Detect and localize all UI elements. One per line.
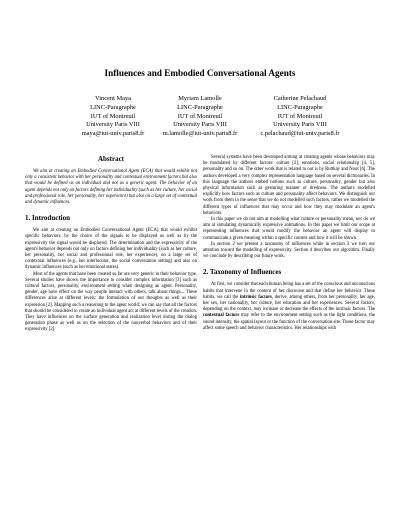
author-name: Vincent Maya (95, 95, 131, 102)
taxonomy-text: , derive, among others, from her personality, her age, her sex, her nationality, her culture, her education and her experiences. Several factors, depending on the context, may increase or decrease the effects of the intrinsic factors. The (203, 294, 376, 313)
intrinsic-factors-term: intrinsic factors (239, 294, 272, 300)
contextual-factors-term: contextual factors (203, 313, 240, 319)
left-column (25, 155, 197, 334)
intro-paragraph-1: We aim at creating an Embodied Conversational Agent (ECA) that would exhibit specific behaviors, by the choice of the signals to be displayed as well as by the expressivity the signal would be displayed. The determination and the expressivity of the agent's behavior depends not only on factors defining her individuality (such as her culture, her personality, her social and professional role, her experience), on a large set of contextual influences (e.g., her interlocutor, the social conversation setting) and also on dynamic influences (such as her emotional states). (25, 228, 197, 271)
author-lab: LINC-Paragraphe (90, 103, 136, 111)
author-lab: LINC-Paragraphe (177, 103, 223, 111)
abstract-heading: Abstract (97, 155, 125, 163)
author-email: c.pelachaud@iut-univ.paris8.fr (260, 130, 340, 138)
author-email: m.lamolle@iut-univ.paris8.fr (162, 130, 238, 138)
related-work-paragraph: Several systems have been developed aiming at creating agents whose behaviors may be modulated by different factors: culture [2], emotions, social relationship [4, 5], personality and so on. The other work that is related to our is by Ruttkay and Noot [6]. The authors developed a very complex representation language based on several dictionaries. In this language the authors embed notions such as culture, personality, gender but also physical information such as gesturing manner or tiredness. The authors modelled explicitly how factors such as culture and personality affect behaviors. We distinguish our work from them in the sense that we do not modelled such factors, rather we modelled the different types of influences that may occur and how they may modulate an agent's behaviors. (203, 155, 375, 216)
author-block-3 (245, 95, 355, 139)
abstract-text: We aim at creating an Embodied Conversational Agent (ECA) that would exhibit not only a consistent behavior with her personality and contextual environment factors but also that would be defined as an individual and not as a generic agent. The behavior of an agent depends not only on factors defining her individuality (such as her culture, her social and professional role, her personality, her experience) but also on a large set of contextual and dynamic influences. (25, 169, 197, 206)
author-email: maya@iut-univ.paris8.fr (81, 130, 145, 138)
author-lab: LINC-Paragraphe (277, 103, 323, 111)
taxonomy-heading: 2. Taxonomy of Influences (203, 268, 282, 277)
author-university: University Paris VIII (86, 121, 140, 129)
author-university: University Paris VIII (273, 121, 327, 129)
author-institution: IUT of Montreuil (277, 112, 323, 120)
scope-paragraph: In this paper we do not aim at modelling what culture or personality mean, nor do we aim at simulating dynamically expressive animations. In this paper we limit our scope at representing influences that would modify the behavior an agent will display to communicate a given meaning within a specific context and how it will be shown. (203, 217, 375, 241)
taxonomy-text: At first, we consider that each human being has a set of the conscious and unconscious habits that intervene in the content of her discourse and that define her behavior. These habits, we call the (203, 282, 375, 300)
author-name: Catherine Pelachaud (273, 95, 327, 102)
right-column (203, 155, 375, 332)
paper-title: Influences and Embodied Conversational Agents (104, 68, 296, 78)
author-name: Myriam Lamolle (178, 95, 222, 102)
author-institution: IUT of Montreuil (90, 112, 136, 120)
taxonomy-text: may refer to the environment setting such as the light conditions, the sound intensity, the spatial layout or the function of the conversation site. These factor may affect some speech and behavior characteristics. Her relationships with (203, 313, 375, 331)
intro-paragraph-2: Most of the agents that have been created so far are very generic in their behavior type. Several studies have shown the importance to consider complex information [3] such as cultural factors, personality, environment setting when designing an agent. Personality, gender, age have effect on the way people interact with others, talk about things... These differences arise at different levels: the formulation of our thoughts as well as their expression [2]. Mapping such a reasoning to the agent world; we can say that all the factors that should be considered to create an individual agent act at different levels of the creation. They have influences on the surface generation and realization level during the dialog generation phase as well as on the selection of the nonverbal behaviors and of their expressivity [2]. (25, 271, 197, 333)
author-block-2 (145, 95, 255, 139)
author-university: University Paris VIII (173, 121, 227, 129)
author-institution: IUT of Montreuil (177, 112, 223, 120)
outline-paragraph: In section 2 we present a taxonomy of influences while in section 3 we turn our attention toward the modelling of expressivity. Section 4 describes our algorithm. Finally we conclude by describing our future work. (203, 241, 375, 260)
taxonomy-paragraph (203, 282, 375, 332)
intro-heading: 1. Introduction (25, 214, 70, 223)
